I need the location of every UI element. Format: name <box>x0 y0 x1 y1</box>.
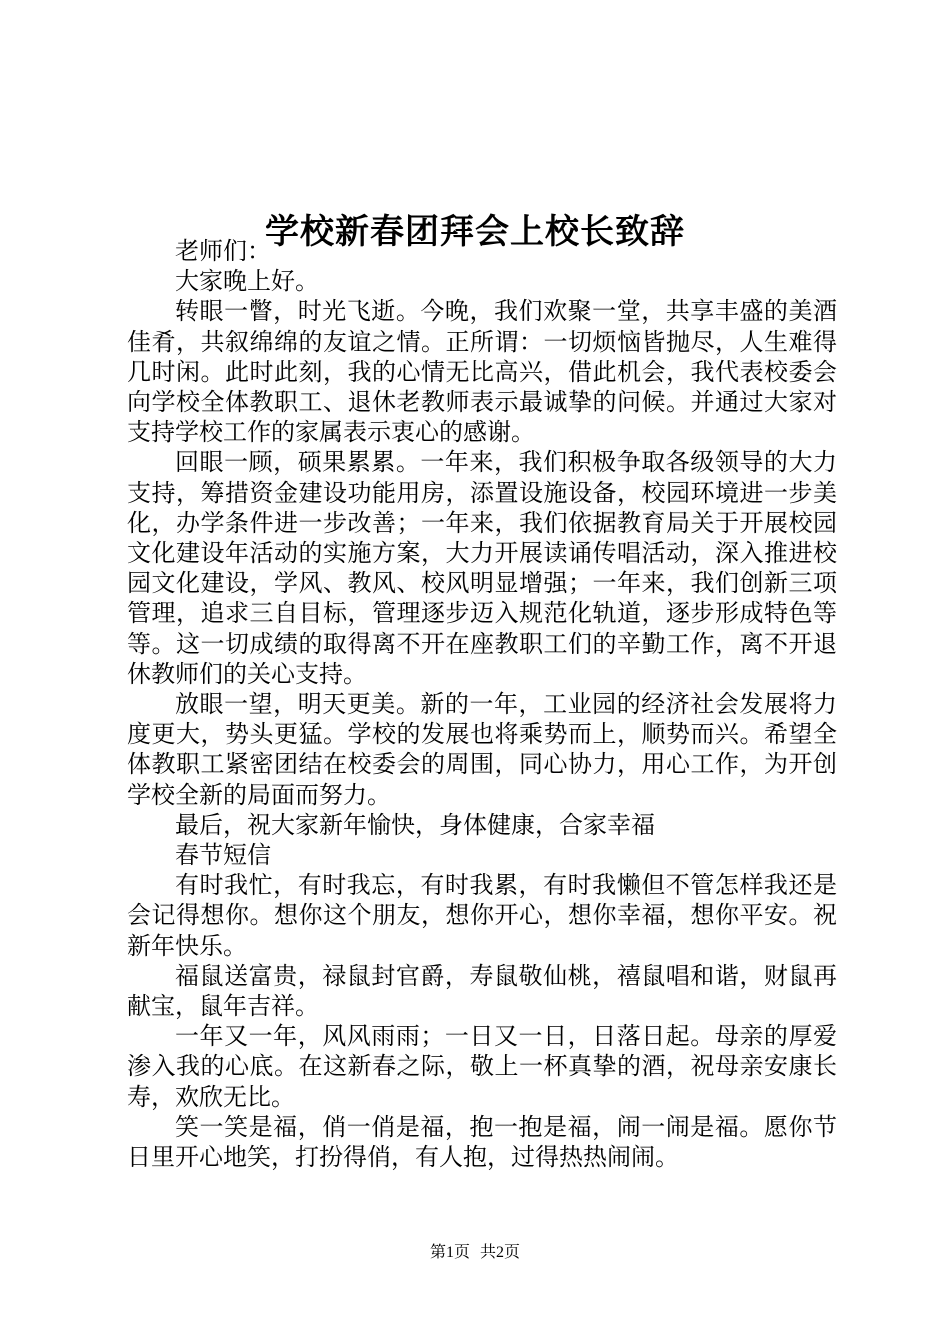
sms-paragraph: 笑一笑是福，俏一俏是福，抱一抱是福，闹一闹是福。愿你节日里开心地笑，打扮得俏，有人抱，过得热热闹闹。 <box>127 1112 837 1172</box>
body-paragraph: 转眼一瞥，时光飞逝。今晚，我们欢聚一堂，共享丰盛的美酒佳肴，共叙绵绵的友谊之情。正所谓：一切烦恼皆抛尽，人生难得几时闲。此时此刻，我的心情无比高兴，借此机会，我代表校委会向学校全体教职工、退休老教师表示最诚挚的问候。并通过大家对支持学校工作的家属表示衷心的感谢。 <box>127 297 837 447</box>
closing-wish: 最后，祝大家新年愉快，身体健康，合家幸福 <box>175 810 655 839</box>
sms-paragraph: 福鼠送富贵，禄鼠封官爵，寿鼠敬仙桃，禧鼠唱和谐，财鼠再献宝，鼠年吉祥。 <box>127 961 837 1021</box>
greeting: 大家晚上好。 <box>175 267 319 296</box>
body-paragraph: 回眼一顾，硕果累累。一年来，我们积极争取各级领导的大力支持，筹措资金建设功能用房，添置设施设备，校园环境进一步美化，办学条件进一步改善；一年来，我们依据教育局关于开展校园文化建设年活动的实施方案，大力开展读诵传唱活动，深入推进校园文化建设，学风、教风、校风明显增强；一年来，我们创新三项管理，追求三自目标，管理逐步迈入规范化轨道，逐步形成特色等等。这一切成绩的取得离不开在座教职工们的辛勤工作，离不开退休教师们的关心支持。 <box>127 448 837 688</box>
page-footer <box>0 1242 950 1264</box>
page-total: 共2页 <box>480 1244 521 1261</box>
page-number: 第1页 <box>429 1244 470 1261</box>
sms-paragraph: 有时我忙，有时我忘，有时我累，有时我懒但不管怎样我还是会记得想你。想你这个朋友，想你开心，想你幸福，想你平安。祝新年快乐。 <box>127 871 837 960</box>
document-body <box>127 236 837 1172</box>
document-title: 学校新春团拜会上校长致辞 <box>265 211 685 252</box>
section-heading: 春节短信 <box>175 841 271 870</box>
salutation: 老师们： <box>175 237 271 265</box>
body-paragraph: 放眼一望，明天更美。新的一年，工业园的经济社会发展将力度更大，势头更猛。学校的发展也将乘势而上，顺势而兴。希望全体教职工紧密团结在校委会的周围，同心协力，用心工作，为开创学校全新的局面而努力。 <box>127 690 837 809</box>
sms-paragraph: 一年又一年，风风雨雨；一日又一日，日落日起。母亲的厚爱渗入我的心底。在这新春之际，敬上一杯真挚的酒，祝母亲安康长寿，欢欣无比。 <box>127 1022 837 1111</box>
